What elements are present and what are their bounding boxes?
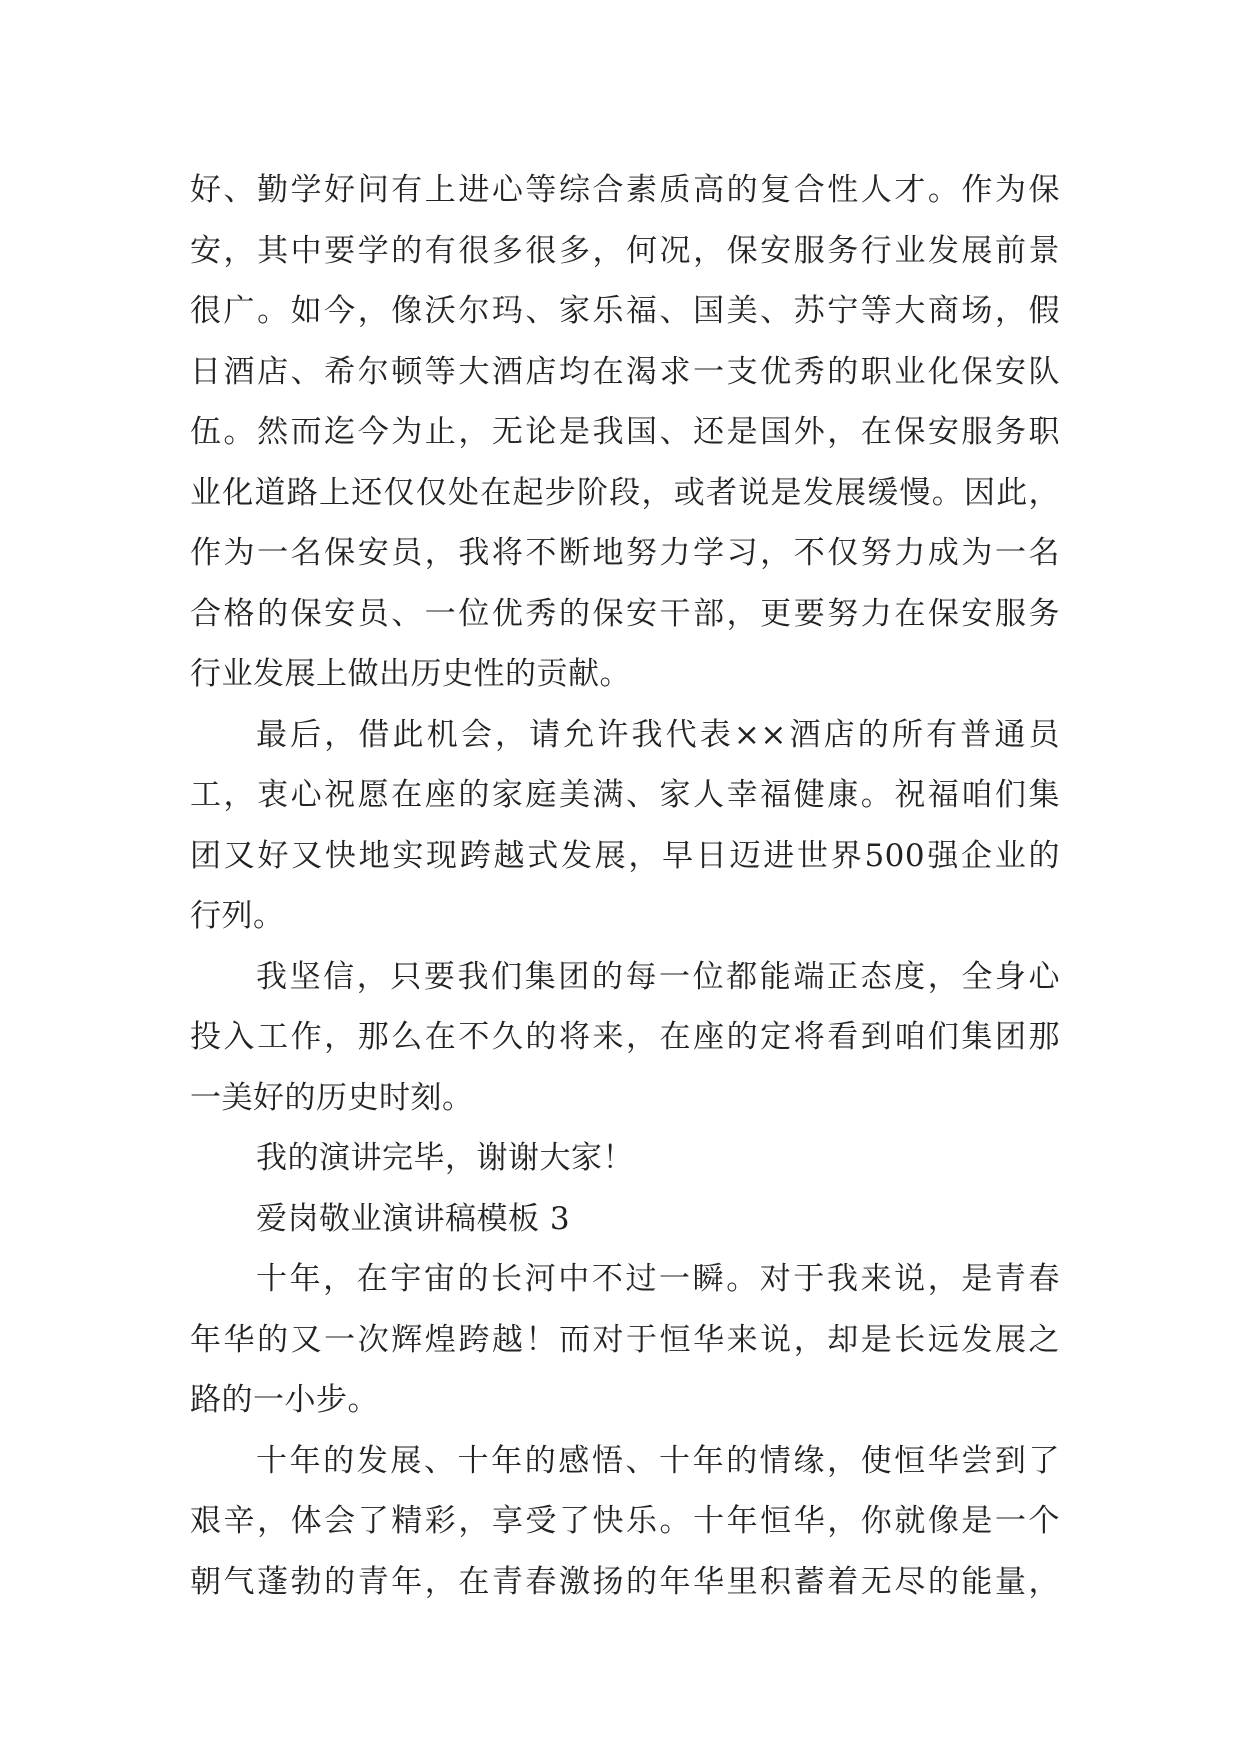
body-text [190, 160, 1060, 1612]
text-line: 艰辛，体会了精彩，享受了快乐。十年恒华，你就像是一个 [190, 1503, 1060, 1539]
text-line: 最后，借此机会，请允许我代表××酒店的所有普通员 [256, 716, 1060, 753]
text-line: 投入工作，那么在不久的将来，在座的定将看到咱们集团那 [190, 1019, 1060, 1055]
text-line: 好、勤学好问有上进心等综合素质高的复合性人才。作为保 [190, 172, 1060, 208]
text-line: 路的一小步。 [190, 1382, 379, 1418]
text-line: 业化道路上还仅仅处在起步阶段，或者说是发展缓慢。因此， [190, 474, 1060, 511]
text-line: 作为一名保安员，我将不断地努力学习，不仅努力成为一名 [190, 535, 1060, 571]
text-line: 一美好的历史时刻。 [190, 1079, 474, 1116]
text-line: 朝气蓬勃的青年，在青春激扬的年华里积蓄着无尽的能量， [190, 1563, 1060, 1600]
text-line: 爱岗敬业演讲稿模板 3 [256, 1200, 571, 1237]
text-line: 行业发展上做出历史性的贡献。 [190, 656, 631, 692]
text-line: 伍。然而迄今为止，无论是我国、还是国外，在保安服务职 [190, 414, 1060, 450]
text-line: 安，其中要学的有很多很多，何况，保安服务行业发展前景 [190, 232, 1060, 269]
text-line: 团又好又快地实现跨越式发展，早日迈进世界500强企业的 [190, 837, 1060, 874]
text-line: 很广。如今，像沃尔玛、家乐福、国美、苏宁等大商场，假 [190, 293, 1060, 329]
text-line: 日酒店、希尔顿等大酒店均在渴求一支优秀的职业化保安队 [190, 353, 1060, 390]
text-line: 年华的又一次辉煌跨越！而对于恒华来说，却是长远发展之 [190, 1321, 1060, 1358]
text-line: 我的演讲完毕，谢谢大家！ [256, 1140, 634, 1176]
text-line: 行列。 [190, 898, 285, 934]
text-line: 十年，在宇宙的长河中不过一瞬。对于我来说，是青春 [256, 1261, 1060, 1297]
text-line: 我坚信，只要我们集团的每一位都能端正态度，全身心 [256, 958, 1060, 995]
text-line: 工，衷心祝愿在座的家庭美满、家人幸福健康。祝福咱们集 [190, 777, 1060, 813]
text-line: 合格的保安员、一位优秀的保安干部，更要努力在保安服务 [190, 595, 1060, 632]
text-line: 十年的发展、十年的感悟、十年的情缘，使恒华尝到了 [256, 1442, 1060, 1479]
